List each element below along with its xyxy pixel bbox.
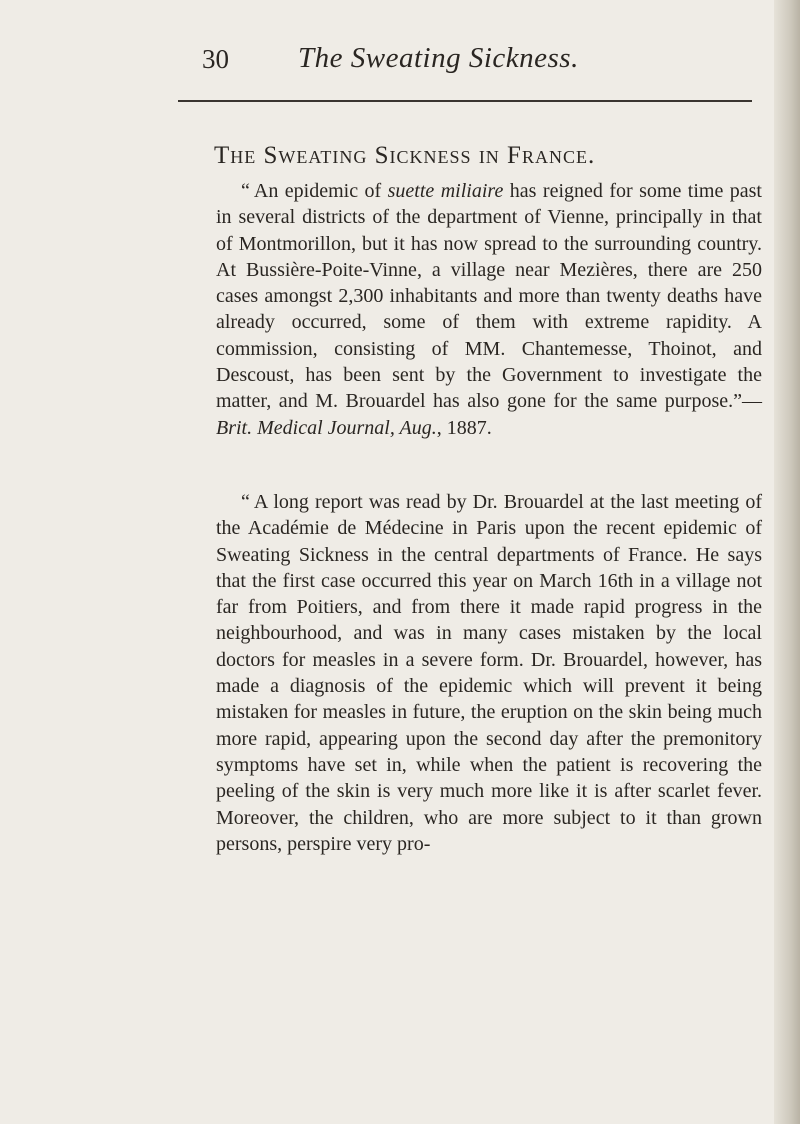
paragraph-1-text-b: has reigned for some time past in several districts of the department of Vienne, principally in that of Montmorillon, but it has now spread to the surrounding country. At Bussière-Poite-Vinne, a village near Mezières, there are 250 cases amongst 2,300 inhabitants and more than twenty deaths have already occurred, some of them with extreme rapidity. A commission, consisting of MM. Chantemesse, Thoinot, and Descoust, has been sent by the Government to investigate the matter, and M. Brouardel has also gone for the same purpose.”— [216,180,762,413]
citation-year: , 1887. [436,416,492,439]
paragraph-1-text-a: “ An epidemic of [241,180,388,202]
running-title: The Sweating Sickness. [298,42,579,74]
italic-term: suette miliaire [387,180,504,202]
page-number: 30 [202,44,229,74]
citation: Brit. Medical Journal, Aug. [216,416,437,439]
paragraph-2: “ A long report was read by Dr. Brouardel at the last meeting of the Académie de Médecine in Paris upon the recent epidemic of Sweating Sickness in the central departments of France. He says that the first case occurred this year on March 16th in a village not far from Poitiers, and from there it made rapid progress in the neighbourhood, and was in many cases mistaken by the local doctors for measles in a severe form. Dr. Brouardel, however, has made a diagnosis of the epidemic which will prevent it being mistaken for measles in future, the eruption on the skin being much more rapid, appearing upon the second day after the premonitory symptoms have set in, while when the patient is recovering the peeling of the skin is very much more like it is after scarlet fever. Moreover, the children, who are more subject to it than grown persons, perspire very pro- [216,491,762,855]
section-title: The Sweating Sickness in France. [214,142,596,169]
page-header [202,34,762,84]
header-rule [178,100,752,102]
paragraph-1 [216,178,762,441]
page-edge-shadow [774,0,800,1124]
